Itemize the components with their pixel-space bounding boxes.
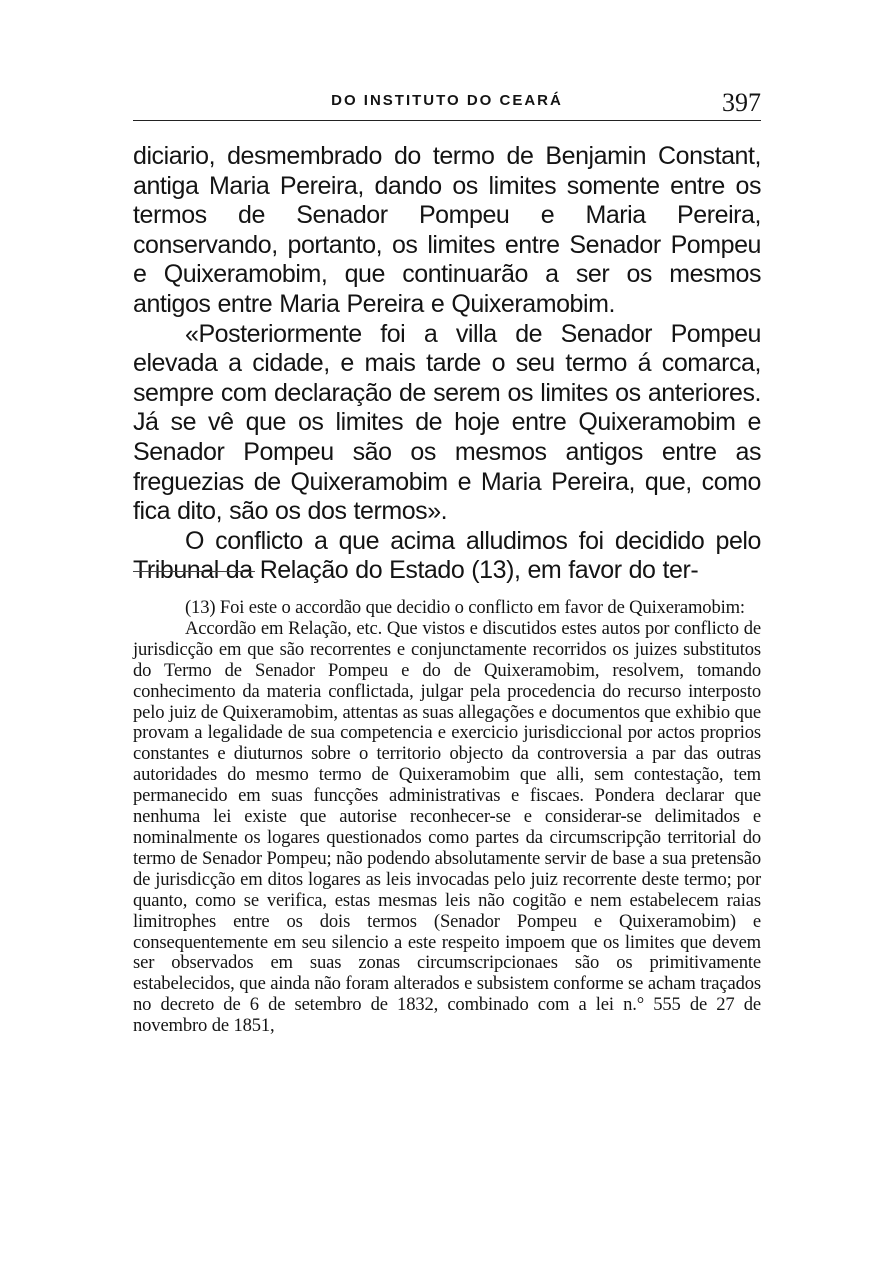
- main-text: [133, 142, 761, 586]
- header-title: DO INSTITUTO DO CEARÁ: [331, 92, 563, 109]
- body-paragraph: «Posteriormente foi a villa de Senador Pompeu elevada a cidade, e mais tarde o seu termo á comarca, sempre com declaração de serem os limites os anteriores. Já se vê que os limites de hoje entre Quixeramobim e Senador Pompeu são os mesmos antigos entre as freguezias de Quixeramobim e Maria Pereira, que, como fica dito, são os dos termos».: [133, 319, 761, 526]
- footnote-block: [133, 598, 761, 1037]
- footnote-paragraph: (13) Foi este o accordão que decidio o conflicto em favor de Quixeramobim:: [185, 597, 745, 618]
- footnote-paragraph: Accordão em Relação, etc. Que vistos e discutidos estes autos por conflicto de jurisdicção em que são recorrentes e conjunctamente recorridos os juizes substitutos do Termo de Senador Pompeu e do de Quixeramobim, resolvem, tomando conhecimento da materia conflictada, julgar pela procedencia do recurso interposto pelo juiz de Quixeramobim, attentas as suas allegações e documentos que exhibio que provam a legalidade de sua competencia e exercicio jurisdiccional por actos proprios constantes e diuturnos sobre o territorio objecto da controversia a par das outras autoridades do mesmo termo de Quixeramobim que alli, sem contestação, tem permanecido em suas funcções administrativas e fiscaes. Pondera declarar que nenhuma lei existe que autorise reconhecer-se e considerar-se delimitados e nominalmente os logares questionados como partes da circumscripção territorial do termo de Senador Pompeu; não podendo absolutamente servir de base a sua pretensão de jurisdicção em ditos logares as leis invocadas pelo juiz recorrente deste termo; por quanto, como se verifica, estas mesmas leis não cogitão e nem estabelecem raias limitrophes entre os dois termos (Senador Pompeu e Quixeramobim) e consequentemente em seu silencio a este respeito impoem que os limites que devem ser observados em suas zonas circumscripcionaes são os primitivamente estabelecidos, que ainda não foram alterados e subsistem conforme se acham traçados no decreto de 6 de setembro de 1832, combinado com a lei n.° 555 de 27 de novembro de 1851,: [133, 617, 761, 1037]
- running-header: [133, 86, 761, 121]
- footnote-separator: [133, 571, 255, 572]
- body-paragraph: diciario, desmembrado do termo de Benjamin Constant, antiga Maria Pereira, dando os limites somente entre os termos de Senador Pompeu e Maria Pereira, conservando, portanto, os limites entre Senador Pompeu e Quixeramobim, que continuarão a ser os mesmos antigos entre Maria Pereira e Quixeramobim.: [133, 142, 761, 318]
- body-paragraph: O conflicto a que acima alludimos foi decidido pelo Tribunal da Relação do Estado (13), em favor do ter-: [133, 526, 761, 585]
- page-number: 397: [722, 88, 761, 117]
